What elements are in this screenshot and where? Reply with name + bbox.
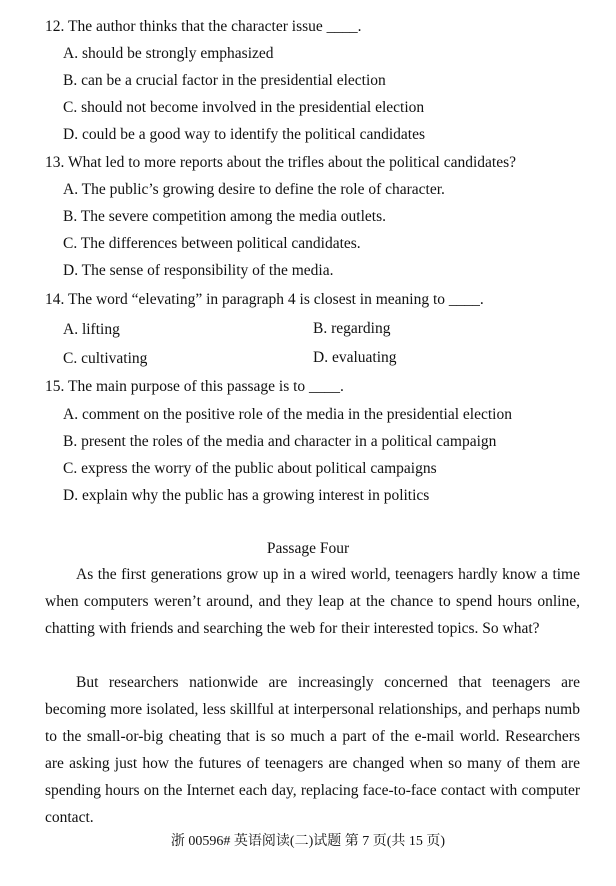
page-footer: 浙 00596# 英语阅读(二)试题 第 7 页(共 15 页) <box>170 834 446 849</box>
question-12-option-a: A. should be strongly emphasized <box>63 45 274 62</box>
passage-title: Passage Four <box>266 540 350 557</box>
question-15-option-c: C. express the worry of the public about political campaigns <box>63 460 437 477</box>
question-15-option-b: B. present the roles of the media and character in a political campaign <box>63 433 497 450</box>
question-12-option-b: B. can be a crucial factor in the presidential election <box>63 72 386 89</box>
question-13-option-d: D. The sense of responsibility of the media. <box>63 262 334 279</box>
question-15-option-d: D. explain why the public has a growing interest in politics <box>63 487 430 504</box>
question-14-option-a: A. lifting <box>63 321 120 338</box>
question-15-stem: 15. The main purpose of this passage is to ____. <box>45 378 344 395</box>
question-14-option-d: D. evaluating <box>313 349 397 366</box>
passage-paragraph-2: But researchers nationwide are increasingly concerned that teenagers are becoming more isolated, less skillful at interpersonal relationships, and perhaps numb to the small-or-big cheating that is so much a part of the e-mail world. Researchers are asking just how the futures of teenagers are changed when so many of them are spending hours on the Internet each day, replacing face-to-face contact with computer contact. <box>45 674 580 827</box>
question-13-option-b: B. The severe competition among the media outlets. <box>63 208 386 225</box>
question-14-option-c: C. cultivating <box>63 350 148 367</box>
question-12-option-c: C. should not become involved in the presidential election <box>63 99 425 116</box>
question-13-option-a: A. The public’s growing desire to define the role of character. <box>63 181 445 198</box>
passage-paragraph-1: As the first generations grow up in a wired world, teenagers hardly know a time when computers weren’t around, and they leap at the chance to spend hours online, chatting with friends and searching the web for their interested topics. So what? <box>45 566 580 638</box>
question-13-option-c: C. The differences between political candidates. <box>63 235 361 252</box>
question-15-option-a: A. comment on the positive role of the media in the presidential election <box>63 406 512 423</box>
question-12-stem: 12. The author thinks that the character issue ____. <box>45 18 362 35</box>
question-13-stem: 13. What led to more reports about the trifles about the political candidates? <box>45 154 517 171</box>
question-14-option-b: B. regarding <box>313 320 391 337</box>
question-12-option-d: D. could be a good way to identify the political candidates <box>63 126 425 143</box>
question-14-stem: 14. The word “elevating” in paragraph 4 is closest in meaning to ____. <box>45 291 484 308</box>
